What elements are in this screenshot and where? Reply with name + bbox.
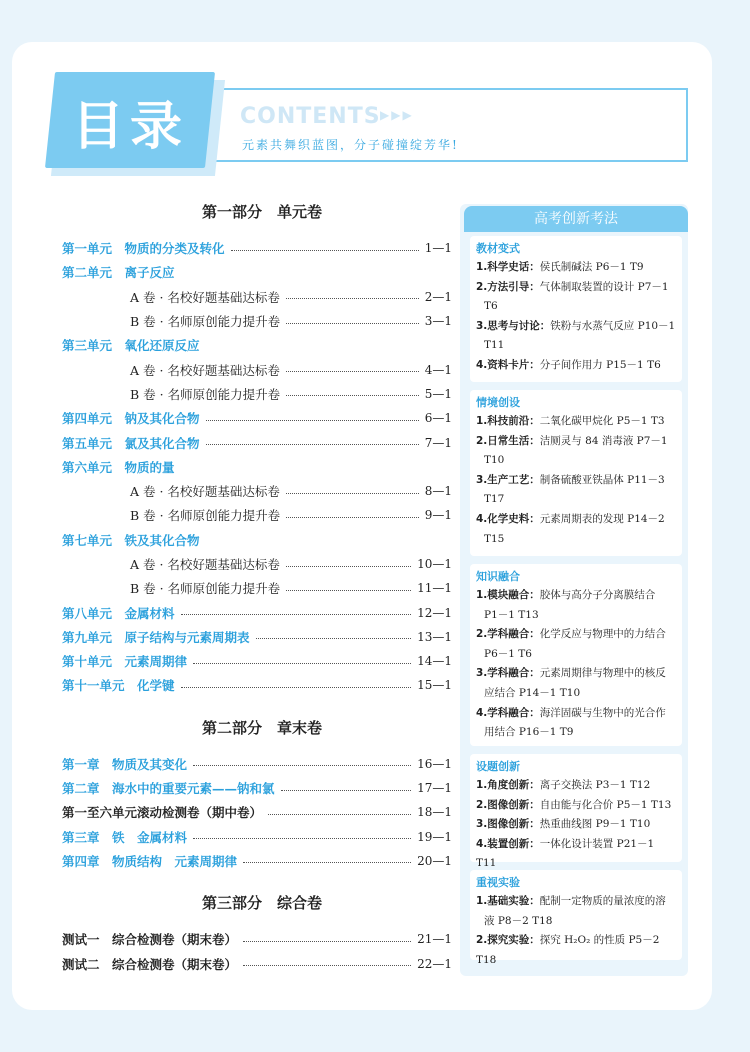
card-item-key: 4.资料卡片： <box>476 358 540 371</box>
toc-entry[interactable] <box>62 333 452 357</box>
part-title: 第三部分 综合卷 <box>201 894 322 913</box>
toc-entry-page: 13—1 <box>417 629 452 644</box>
toc-entry-label: B 卷 · 名师原创能力提升卷 <box>130 386 281 402</box>
toc-entry-page: 2—1 <box>424 289 452 304</box>
card-item-value: 二氧化碳甲烷化 P5－1 T3 <box>539 415 665 427</box>
card-item-value: 自由能与化合价 P5－1 T13 <box>539 798 672 811</box>
card-item-value: 离子交换法 P3－1 T12 <box>539 779 651 791</box>
toc-entry-label: 第四单元 钠及其化合物 <box>62 411 200 427</box>
card-item <box>476 776 676 796</box>
toc-entry-page: 8—1 <box>424 484 452 499</box>
card-item <box>476 704 676 743</box>
card-item <box>476 625 676 664</box>
toc-entry[interactable] <box>62 236 452 260</box>
toc-entry[interactable] <box>62 752 452 776</box>
card-item-value: 胶体与高分子分离膜结合 <box>539 589 656 601</box>
card-item-value: 分子间作用力 P15－1 T6 <box>539 358 661 371</box>
card-item-continued: T11 <box>484 339 505 352</box>
card-item-value: 气体制取装置的设计 P7－1 <box>539 280 669 293</box>
arrows-decoration: ▶▶▶ <box>380 108 414 122</box>
toc-entry-label: 测试二 综合检测卷（期末卷） <box>62 956 238 972</box>
card-item <box>476 796 676 816</box>
card-item-continued: P1－1 T13 <box>484 608 539 621</box>
toc-entry[interactable] <box>62 406 452 430</box>
card-item-key: 4.化学史料： <box>476 512 540 525</box>
toc-entry-page: 16—1 <box>417 756 452 771</box>
toc-entry-page: 12—1 <box>417 605 452 620</box>
sidebar-card <box>470 236 682 382</box>
leader-dots <box>231 250 419 251</box>
sidebar-title: 高考创新考法 <box>464 206 688 232</box>
toc-entry-page: 6—1 <box>424 411 452 426</box>
card-item-key: 4.学科融合： <box>476 706 540 719</box>
card-item-value: 海洋固碳与生物中的光合作 <box>539 706 666 719</box>
card-title: 教材变式 <box>476 242 520 255</box>
toc-entry-page: 15—1 <box>417 678 452 693</box>
leader-dots <box>286 590 411 591</box>
toc-entry[interactable] <box>62 430 452 454</box>
leader-dots <box>181 614 412 615</box>
card-item <box>476 835 676 874</box>
card-item-value: 元素周期表的发现 P14－2 <box>539 512 665 525</box>
leader-dots <box>286 395 419 396</box>
toc-entry-label: 第三单元 氧化还原反应 <box>62 338 200 354</box>
card-item-key: 1.模块融合： <box>476 589 540 601</box>
leader-dots <box>268 814 411 815</box>
toc-entry-page: 5—1 <box>424 386 452 401</box>
leader-dots <box>281 790 412 791</box>
toc-entry-label: 第三章 铁 金属材料 <box>62 829 188 845</box>
toc-entry-page: 21—1 <box>417 932 452 947</box>
toc-entry[interactable] <box>62 576 452 600</box>
toc-entry[interactable] <box>62 927 452 951</box>
toc-entry[interactable] <box>62 673 452 697</box>
toc-entry[interactable] <box>62 776 452 800</box>
card-item-value: 元素周期律与物理中的核反 <box>539 667 666 680</box>
card-item-value: 铁粉与水蒸气反应 P10－1 <box>550 319 676 332</box>
card-item-key: 2.学科融合： <box>476 628 540 641</box>
card-item-value: 配制一定物质的量浓度的溶 <box>539 895 666 907</box>
toc-entry-label: 测试一 综合检测卷（期末卷） <box>62 932 238 948</box>
toc-entry[interactable] <box>62 455 452 479</box>
toc-entry-label: 第五单元 氯及其化合物 <box>62 435 200 451</box>
toc-entry-page: 7—1 <box>424 435 452 450</box>
card-item-value: 一体化设计装置 P21－1 T11 <box>476 837 655 870</box>
toc-entry-label: A 卷 · 名校好题基础达标卷 <box>130 557 280 572</box>
card-title: 情境创设 <box>476 396 520 409</box>
card-item <box>476 815 676 835</box>
page-title: 目录 <box>72 97 189 157</box>
card-item <box>476 931 676 970</box>
card-item-continued: 液 P8－2 T18 <box>484 914 553 927</box>
toc-entry-label: B 卷 · 名师原创能力提升卷 <box>130 314 281 330</box>
leader-dots <box>286 298 419 299</box>
card-item <box>476 432 676 471</box>
toc-entry-page: 20—1 <box>417 853 452 868</box>
leader-dots <box>243 941 411 942</box>
toc-entry[interactable] <box>62 649 452 673</box>
table-of-contents <box>62 200 452 976</box>
toc-entry-page: 4—1 <box>424 362 452 377</box>
toc-entry-label: B 卷 · 名师原创能力提升卷 <box>130 581 281 597</box>
toc-entry-label: 第九单元 原子结构与元素周期表 <box>62 629 250 645</box>
toc-entry[interactable] <box>62 625 452 649</box>
toc-entry[interactable] <box>62 260 452 284</box>
card-item-continued: T17 <box>484 493 505 506</box>
toc-entry-label: 第十一单元 化学键 <box>62 678 175 694</box>
toc-entry-page: 10—1 <box>417 557 452 571</box>
contents-label: CONTENTS <box>240 104 381 129</box>
leader-dots <box>193 838 411 839</box>
leader-dots <box>243 965 411 966</box>
card-item-value: 热重曲线图 P9－1 T10 <box>539 818 651 831</box>
toc-entry-page: 22—1 <box>417 956 452 971</box>
toc-entry[interactable] <box>62 951 452 975</box>
toc-entry-page: 17—1 <box>417 781 452 796</box>
card-item <box>476 258 676 278</box>
card-item <box>476 412 676 432</box>
card-item-key: 4.装置创新： <box>476 837 540 850</box>
card-item-key: 3.学科融合： <box>476 667 540 680</box>
card-item <box>476 510 676 549</box>
toc-entry-label: 第一至六单元滚动检测卷（期中卷） <box>62 805 263 821</box>
toc-entry-label: 第七单元 铁及其化合物 <box>62 532 200 548</box>
toc-entry[interactable] <box>62 552 452 576</box>
toc-entry-label: A 卷 · 名校好题基础达标卷 <box>130 362 280 378</box>
card-item <box>476 356 676 376</box>
card-item-value: 化学反应与物理中的力结合 <box>539 628 666 641</box>
card-item-continued: T10 <box>484 454 505 467</box>
card-title: 重视实验 <box>476 876 520 889</box>
toc-entry-label: 第一章 物质及其变化 <box>62 756 188 772</box>
card-item-key: 2.日常生活： <box>476 434 540 447</box>
leader-dots <box>193 663 411 664</box>
leader-dots <box>206 444 419 445</box>
leader-dots <box>256 638 412 639</box>
toc-entry[interactable] <box>62 825 452 849</box>
sidebar-card <box>470 390 682 556</box>
part-gap <box>62 698 452 716</box>
card-item-continued: 应结合 P14－1 T10 <box>484 686 581 699</box>
card-item-value: 洁厕灵与 84 消毒液 P7－1 <box>539 434 668 447</box>
toc-entry[interactable] <box>62 479 452 503</box>
toc-entry[interactable] <box>62 528 452 552</box>
card-item-key: 1.科学史话： <box>476 261 540 273</box>
toc-entry-page: 3—1 <box>424 314 452 329</box>
card-item-continued: T15 <box>484 532 505 545</box>
part-title: 第二部分 章末卷 <box>201 718 322 737</box>
toc-entry-page: 14—1 <box>417 654 452 669</box>
card-item <box>476 471 676 510</box>
card-item-key: 1.角度创新： <box>476 779 540 791</box>
toc-entry[interactable] <box>62 800 452 824</box>
toc-entry-page: 1—1 <box>424 241 452 256</box>
toc-entry[interactable] <box>62 382 452 406</box>
toc-entry-label: 第四章 物质结构 元素周期律 <box>62 853 238 869</box>
toc-entry-label: 第二章 海水中的重要元素——钠和氯 <box>62 781 275 797</box>
sidebar-card <box>470 870 682 966</box>
toc-entry[interactable] <box>62 503 452 527</box>
leader-dots <box>193 765 411 766</box>
card-item-key: 2.探究实验： <box>476 934 540 947</box>
toc-entry-label: 第二单元 离子反应 <box>62 265 175 281</box>
card-item-value: 侯氏制碱法 P6－1 T9 <box>539 261 644 273</box>
card-item-key: 3.生产工艺： <box>476 473 540 486</box>
toc-entry-label: 第六单元 物质的量 <box>62 459 175 475</box>
card-item-continued: T6 <box>484 300 498 313</box>
header-subtitle: 元素共舞织蓝图，分子碰撞绽芳华! <box>242 138 459 152</box>
card-item-key: 2.图像创新： <box>476 798 540 811</box>
toc-entry-label: 第八单元 金属材料 <box>62 605 175 621</box>
toc-entry-label: A 卷 · 名校好题基础达标卷 <box>130 484 280 500</box>
toc-entry-label: A 卷 · 名校好题基础达标卷 <box>130 289 280 305</box>
leader-dots <box>181 687 412 688</box>
leader-dots <box>206 420 419 421</box>
card-item-continued: 用结合 P16－1 T9 <box>484 726 574 739</box>
toc-entry-page: 19—1 <box>417 829 452 844</box>
leader-dots <box>286 566 411 567</box>
card-item <box>476 586 676 625</box>
card-title: 知识融合 <box>476 570 520 583</box>
sidebar-card <box>470 564 682 746</box>
toc-entry[interactable] <box>62 309 452 333</box>
leader-dots <box>243 862 411 863</box>
card-item-key: 3.图像创新： <box>476 818 540 831</box>
card-item-key: 1.科技前沿： <box>476 415 540 427</box>
card-item-continued: P6－1 T6 <box>484 647 532 660</box>
card-item-key: 3.思考与讨论： <box>476 319 551 332</box>
card-item-value: 制备硫酸亚铁晶体 P11－3 <box>539 473 665 486</box>
toc-entry[interactable] <box>62 600 452 624</box>
part-gap <box>62 873 452 891</box>
toc-entry-label: 第十单元 元素周期律 <box>62 654 188 670</box>
card-title: 设题创新 <box>476 760 520 773</box>
card-item <box>476 664 676 703</box>
toc-entry-label: 第一单元 物质的分类及转化 <box>62 241 225 257</box>
toc-entry-page: 9—1 <box>424 508 452 523</box>
leader-dots <box>286 493 419 494</box>
toc-entry-page: 11—1 <box>417 581 452 596</box>
toc-entry-label: B 卷 · 名师原创能力提升卷 <box>130 508 281 524</box>
card-item-value: 探究 H₂O₂ 的性质 P5－2 T18 <box>476 934 660 966</box>
leader-dots <box>286 517 419 518</box>
card-item-key: 2.方法引导： <box>476 280 540 293</box>
toc-entry[interactable] <box>62 285 452 309</box>
card-item <box>476 278 676 317</box>
leader-dots <box>286 323 419 324</box>
toc-entry[interactable] <box>62 849 452 873</box>
card-item <box>476 892 676 931</box>
card-item <box>476 317 676 356</box>
sidebar-card <box>470 754 682 870</box>
toc-entry[interactable] <box>62 357 452 381</box>
leader-dots <box>286 371 419 372</box>
toc-entry-page: 18—1 <box>417 805 452 820</box>
part-title: 第一部分 单元卷 <box>201 203 322 221</box>
card-item-key: 1.基础实验： <box>476 895 540 907</box>
